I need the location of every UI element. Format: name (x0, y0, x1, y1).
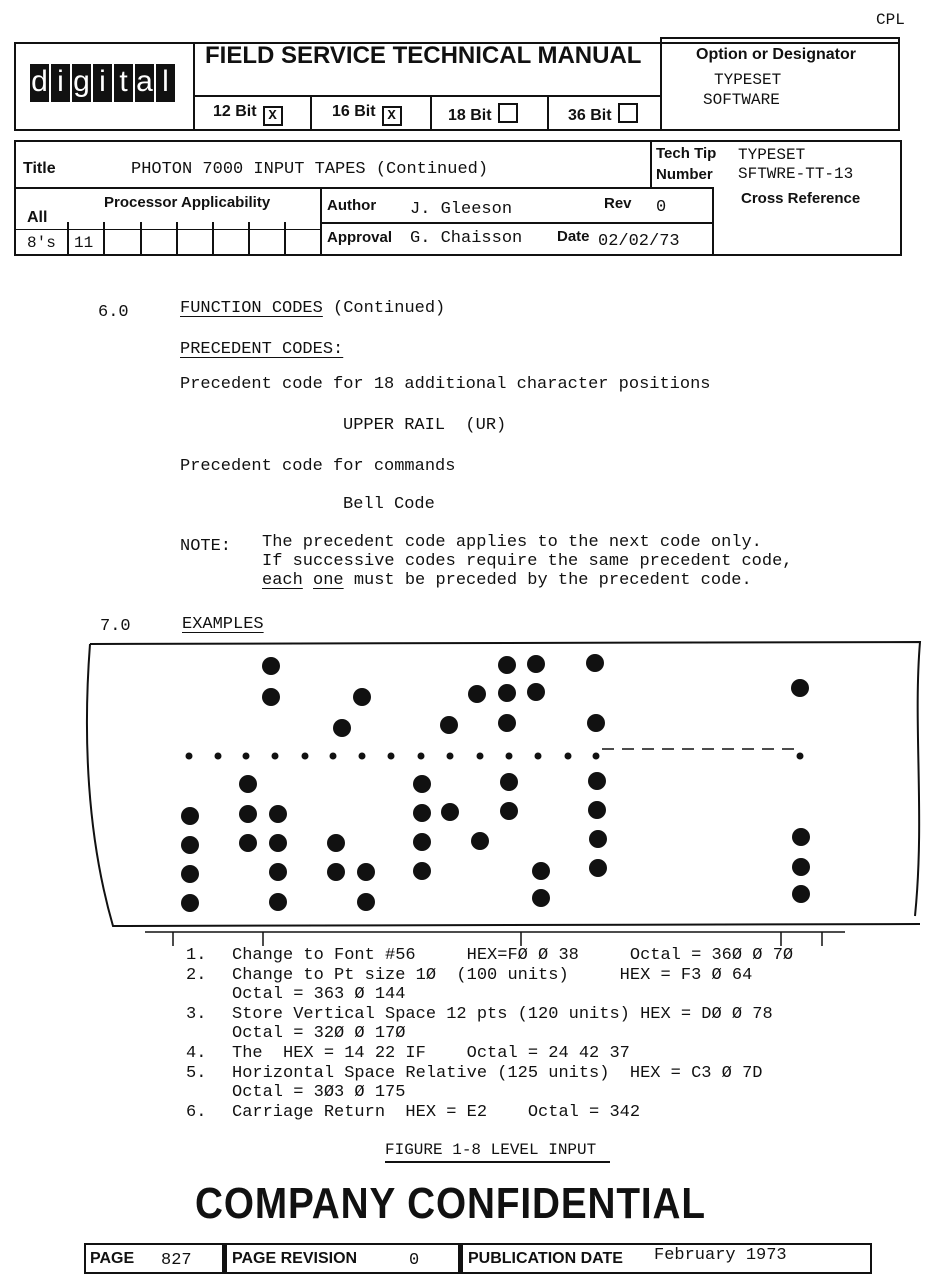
note-line-1: The precedent code applies to the next code only. (262, 533, 762, 552)
tape-hole (589, 830, 607, 848)
tape-hole (413, 833, 431, 851)
example-text: The HEX = 14 22 IF Octal = 24 42 37 (232, 1044, 630, 1063)
section-6-heading: FUNCTION CODES (Continued) (180, 299, 446, 318)
section-7-number: 7.0 (100, 617, 131, 636)
rev-value: 0 (656, 198, 667, 217)
tape-hole (357, 863, 375, 881)
tape-hole (239, 834, 257, 852)
tape-hole (181, 865, 199, 883)
all-label: All (27, 209, 48, 226)
tape-hole (262, 657, 280, 675)
precedent-heading: PRECEDENT CODES: (180, 340, 344, 359)
sprocket-hole (359, 753, 366, 760)
example-num: 6. (186, 1102, 207, 1122)
tape-hole (269, 893, 287, 911)
sprocket-hole (186, 753, 193, 760)
example-text: Change to Pt size 1Ø (100 units) HEX = F3 Ø 64 (232, 965, 753, 985)
processor-label: Processor Applicability (104, 194, 271, 211)
figure-caption: FIGURE 1-8 LEVEL INPUT (385, 1141, 610, 1163)
tape-hole (527, 683, 545, 701)
tape-hole (181, 807, 199, 825)
approval-label: Approval (327, 229, 393, 246)
sprocket-hole (330, 753, 337, 760)
checkbox-18bit (498, 103, 518, 123)
sprocket-hole (302, 753, 309, 760)
tape-hole (327, 863, 345, 881)
example-text: Change to Font #56 HEX=FØ Ø 38 Octal = 36Ø Ø 7Ø (232, 946, 794, 965)
corner-code: CPL (876, 11, 905, 29)
tape-hole (586, 654, 604, 672)
publication-date-value: February 1973 (654, 1246, 787, 1265)
checkbox-12bit: X (263, 106, 283, 126)
example-num: 5. (186, 1063, 207, 1083)
tape-hole (792, 885, 810, 903)
sprocket-hole (565, 753, 572, 760)
tape-hole (269, 834, 287, 852)
author-value: J. Gleeson (410, 200, 513, 219)
tape-hole (239, 805, 257, 823)
checkbox-16bit: X (382, 106, 402, 126)
example-text: Octal = 3Ø3 Ø 175 (232, 1083, 406, 1103)
sprocket-hole (797, 753, 804, 760)
option-value-1: TYPESET (714, 71, 782, 89)
tape-holes (181, 654, 810, 912)
tape-hole (532, 862, 550, 880)
logo-letter: i (93, 64, 112, 102)
example-text: Octal = 363 Ø 144 (232, 985, 406, 1005)
tape-hole (413, 862, 431, 880)
tape-hole (413, 804, 431, 822)
logo-letter: l (156, 64, 175, 102)
tape-hole (791, 679, 809, 697)
rev-label: Rev (604, 195, 632, 212)
sprocket-hole (272, 753, 279, 760)
manual-title: FIELD SERVICE TECHNICAL MANUAL (205, 42, 642, 69)
logo-letter: d (30, 64, 49, 102)
tape-hole (498, 656, 516, 674)
page-label: PAGE (90, 1250, 135, 1267)
title-value: PHOTON 7000 INPUT TAPES (Continued) (131, 160, 489, 179)
tape-hole (589, 859, 607, 877)
note-line-3: each one must be preceded by the precedent code. (262, 571, 752, 590)
page-revision-value: 0 (409, 1251, 420, 1270)
page-value: 827 (161, 1251, 192, 1270)
example-text: Store Vertical Space 12 pts (120 units) HEX = DØ Ø 78 (232, 1004, 773, 1024)
tape-hole (333, 719, 351, 737)
tape-hole (181, 836, 199, 854)
note-line-2: If successive codes require the same precedent code, (262, 552, 793, 571)
example-num: 1. (186, 946, 207, 965)
bit-16: 16 Bit X (332, 103, 402, 126)
tape-hole (792, 858, 810, 876)
tape-hole (587, 714, 605, 732)
upper-rail: UPPER RAIL (UR) (343, 416, 507, 435)
tape-hole (353, 688, 371, 706)
tape-hole (792, 828, 810, 846)
precedent-line-1: Precedent code for 18 additional character positions (180, 375, 711, 394)
sprocket-hole (535, 753, 542, 760)
sprocket-hole (418, 753, 425, 760)
precedent-line-2: Precedent code for commands (180, 457, 456, 476)
techtip-label-1: Tech Tip (656, 145, 717, 162)
logo-letter: i (51, 64, 70, 102)
example-num: 4. (186, 1044, 207, 1063)
tape-hole (471, 832, 489, 850)
tape-hole (181, 894, 199, 912)
sprocket-hole (388, 753, 395, 760)
sprocket-hole (447, 753, 454, 760)
tape-hole (269, 805, 287, 823)
title-label: Title (23, 160, 56, 177)
bit-18: 18 Bit (448, 103, 518, 125)
tape-hole (527, 655, 545, 673)
tape-hole (500, 802, 518, 820)
tape-hole (588, 772, 606, 790)
sprocket-hole (243, 753, 250, 760)
tape-hole (468, 685, 486, 703)
confidential-stamp: COMPANY CONFIDENTIAL (195, 1179, 706, 1228)
tape-hole (441, 803, 459, 821)
example-text: Octal = 32Ø Ø 17Ø (232, 1024, 406, 1044)
bell-code: Bell Code (343, 495, 435, 514)
tape-hole (498, 684, 516, 702)
sprocket-hole (215, 753, 222, 760)
sprocket-hole (593, 753, 600, 760)
tape-hole (440, 716, 458, 734)
section-6-number: 6.0 (98, 303, 129, 322)
tape-hole (413, 775, 431, 793)
tape-hole (327, 834, 345, 852)
publication-date-label: PUBLICATION DATE (468, 1250, 623, 1267)
date-label: Date (557, 228, 590, 245)
date-value: 02/02/73 (598, 232, 680, 251)
tape-hole (500, 773, 518, 791)
example-num: 3. (186, 1004, 207, 1024)
note-label: NOTE: (180, 537, 232, 556)
example-text: Carriage Return HEX = E2 Octal = 342 (232, 1102, 641, 1122)
checkbox-36bit (618, 103, 638, 123)
logo-letter: g (72, 64, 91, 102)
tape-hole (269, 863, 287, 881)
sprocket-hole (477, 753, 484, 760)
bit-12: 12 Bit X (213, 103, 283, 126)
example-num: 2. (186, 965, 207, 985)
bit-36: 36 Bit (568, 103, 638, 125)
approval-value: G. Chaisson (410, 229, 523, 248)
logo-letter: t (114, 64, 133, 102)
page-revision-label: PAGE REVISION (232, 1250, 358, 1267)
author-label: Author (327, 197, 377, 214)
example-text: Horizontal Space Relative (125 units) HEX = C3 Ø 7D (232, 1063, 763, 1083)
tape-hole (357, 893, 375, 911)
tape-hole (239, 775, 257, 793)
techtip-value-1: TYPESET (738, 146, 806, 164)
option-label: Option or Designator (696, 46, 856, 63)
proc-cell-8s: 8's (27, 234, 56, 252)
logo-letter: a (135, 64, 154, 102)
sprocket-hole (506, 753, 513, 760)
crossref-label: Cross Reference (741, 190, 861, 207)
section-7-heading: EXAMPLES (182, 615, 264, 634)
option-value-2: SOFTWARE (703, 91, 780, 109)
paper-tape-figure (85, 636, 925, 948)
tape-hole (588, 801, 606, 819)
tape-hole (498, 714, 516, 732)
techtip-value-2: SFTWRE-TT-13 (738, 165, 854, 183)
techtip-label-2: Number (656, 166, 713, 183)
tape-hole (532, 889, 550, 907)
tape-hole (262, 688, 280, 706)
proc-cell-11: 11 (74, 234, 94, 252)
